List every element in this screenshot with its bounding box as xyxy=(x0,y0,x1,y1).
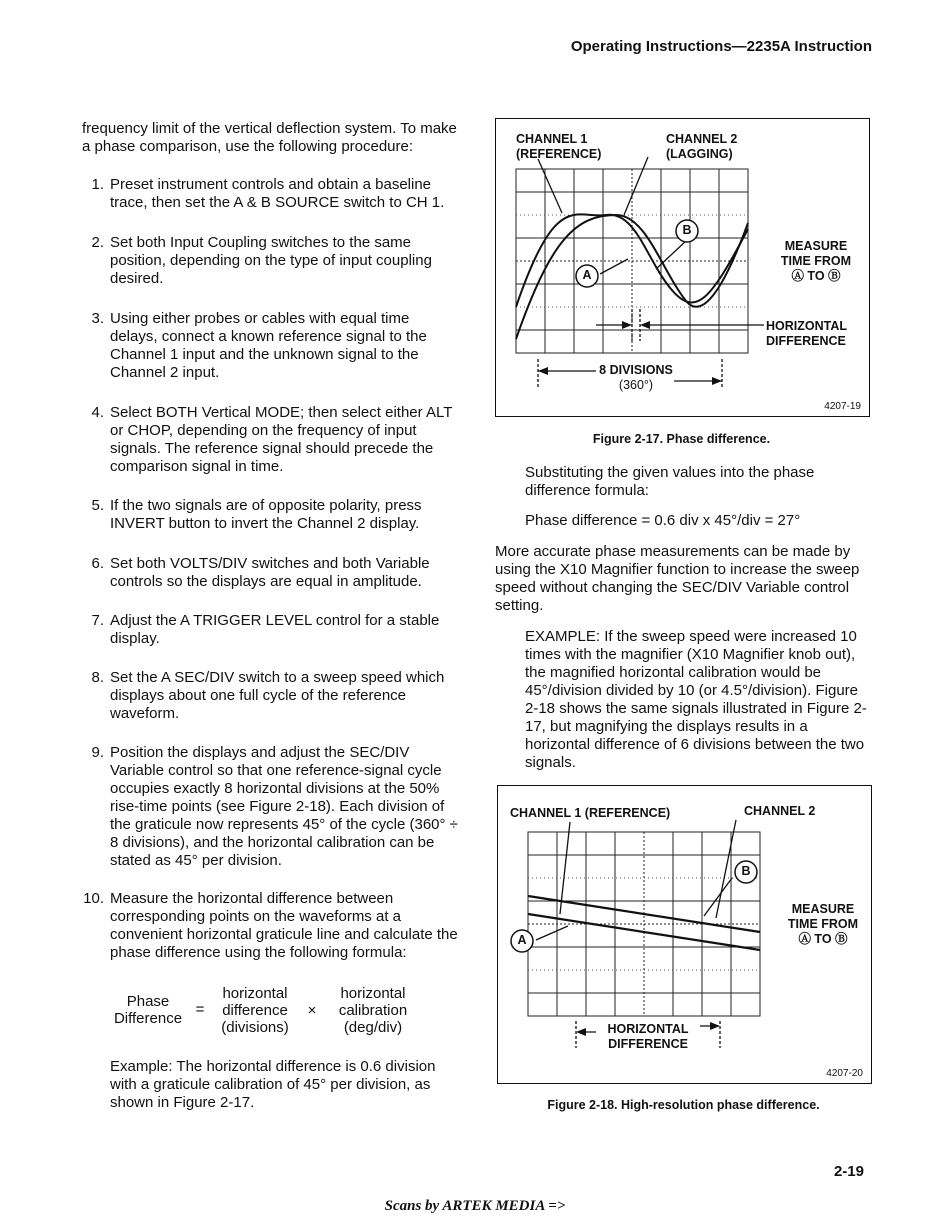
marker-b: B xyxy=(682,223,692,237)
divisions-label: 8 DIVISIONS (360°) xyxy=(599,363,673,392)
horizontal-difference-label: HORIZONTAL DIFFERENCE xyxy=(607,1022,689,1051)
figure-2-18-caption: Figure 2-18. High-resolution phase difference. xyxy=(547,1098,820,1112)
accuracy-paragraph: More accurate phase measurements can be made by using the X10 Magnifier function to increase the sweep speed without changing the SEC/DIV Variable control setting. xyxy=(495,543,860,614)
channel-1-label: CHANNEL 1 (REFERENCE) xyxy=(510,806,671,820)
marker-b: B xyxy=(741,864,751,878)
figure-ref-number: 4207-20 xyxy=(826,1068,863,1079)
marker-a: A xyxy=(582,268,592,282)
channel-2-label: CHANNEL 2 (LAGGING) xyxy=(666,132,738,161)
example2-paragraph: EXAMPLE: If the sweep speed were increased 10 times with the magnifier (X10 Magnifier knob out), the magnified horizontal calibration would be 45°/division divided by 10 (or 4.5°/division). Figure 2-18 shows the same signals illustrated in Figure 2-17, but magnifying the displays results in a horizontal difference of 6 divisions between the two signals. xyxy=(525,628,867,771)
channel-1-label: CHANNEL 1 (REFERENCE) xyxy=(516,132,602,161)
substituting-paragraph: Substituting the given values into the phase difference formula: xyxy=(525,464,815,499)
marker-a: A xyxy=(517,933,527,947)
measure-label: MEASURE TIME FROM Ⓐ TO Ⓑ xyxy=(780,239,852,283)
example-paragraph: Example: The horizontal difference is 0.6 division with a graticule calibration of 45° per division, as shown in Figure 2-17. xyxy=(110,1058,436,1111)
figure-2-17-caption: Figure 2-17. Phase difference. xyxy=(592,432,771,446)
figure-2-17 xyxy=(495,118,870,417)
page-header: Operating Instructions—2235A Instruction xyxy=(570,38,872,55)
channel-2-label: CHANNEL 2 xyxy=(744,804,816,818)
figure-2-18 xyxy=(497,785,872,1084)
scan-credit-footer: Scans by ARTEK MEDIA => xyxy=(384,1198,566,1214)
figure-ref-number: 4207-19 xyxy=(824,401,861,412)
horizontal-difference-label: HORIZONTAL DIFFERENCE xyxy=(766,319,848,348)
page-number: 2-19 xyxy=(833,1163,864,1180)
phase-equation: Phase difference = 0.6 div x 45°/div = 27° xyxy=(525,512,801,529)
measure-label: MEASURE TIME FROM Ⓐ TO Ⓑ xyxy=(787,902,859,946)
intro-paragraph: frequency limit of the vertical deflection system. To make a phase comparison, use the following procedure: xyxy=(82,120,457,155)
